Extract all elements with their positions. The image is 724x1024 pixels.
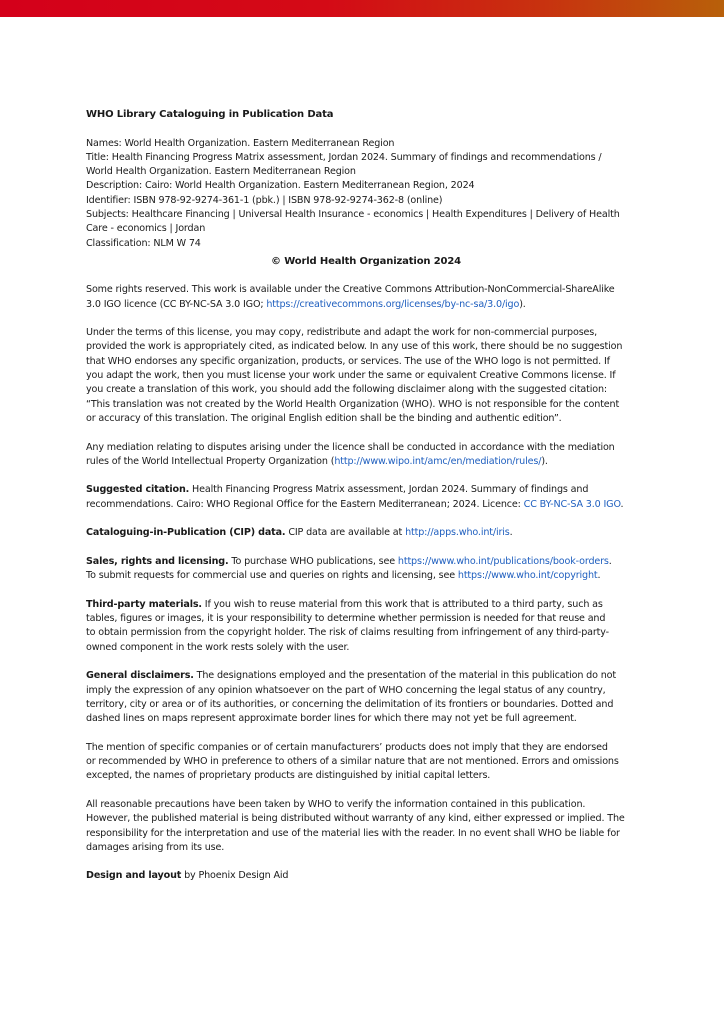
cip-data-line bbox=[86, 526, 646, 540]
citation-text-2: recommendations. Cairo: WHO Regional Office for the Eastern Mediterranean; 2024. Licence: bbox=[86, 498, 524, 510]
copyright-page bbox=[86, 108, 646, 884]
mediation-line2 bbox=[86, 455, 646, 469]
cip-data-label: Cataloguing-in-Publication (CIP) data. bbox=[86, 527, 286, 539]
third-party-line: to obtain permission from the copyright holder. The risk of claims resulting from infringement of any third-party- bbox=[86, 627, 609, 639]
third-party-text: If you wish to reuse material from this work that is attributed to a third party, such as bbox=[201, 598, 603, 610]
third-party-label: Third-party materials. bbox=[86, 598, 202, 610]
citation-line1 bbox=[86, 483, 646, 497]
cip-description: Description: Cairo: World Health Organization. Eastern Mediterranean Region, 2024 bbox=[86, 180, 475, 192]
cip-title-line2: World Health Organization. Eastern Mediterranean Region bbox=[86, 166, 356, 178]
citation-license-link[interactable]: CC BY-NC-SA 3.0 IGO bbox=[523, 498, 621, 510]
mediation-line1: Any mediation relating to disputes arising under the licence shall be conducted in accordance with the mediation bbox=[86, 441, 615, 453]
mediation-text: rules of the World Intellectual Property Organization ( bbox=[86, 455, 335, 467]
top-accent-bar bbox=[0, 0, 724, 17]
companies-line: The mention of specific companies or of certain manufacturers’ products does not imply that they are endorsed bbox=[86, 741, 608, 753]
cip-subjects-line2: Care - economics | Jordan bbox=[86, 223, 206, 235]
citation-label: Suggested citation. bbox=[86, 484, 190, 496]
sales-text-end: . bbox=[608, 555, 612, 567]
copyright-notice: © World Health Organization 2024 bbox=[271, 255, 461, 267]
disclaimers-line1 bbox=[86, 669, 646, 683]
disclaimers-label: General disclaimers. bbox=[86, 670, 194, 682]
terms-line: you create a translation of this work, you should add the following disclaimer along with the suggested citation: bbox=[86, 384, 608, 396]
cip-heading: WHO Library Cataloguing in Publication Data bbox=[86, 109, 334, 120]
precautions-line: All reasonable precautions have been taken by WHO to verify the information contained in this publication. bbox=[86, 798, 586, 810]
terms-line: Under the terms of this license, you may copy, redistribute and adapt the work for non-commercial purposes, bbox=[86, 327, 598, 339]
precautions-line: damages arising from its use. bbox=[86, 841, 225, 853]
rights-line2 bbox=[86, 298, 646, 312]
cip-data-text: CIP data are available at bbox=[285, 527, 406, 539]
wipo-link[interactable]: http://www.wipo.int/amc/en/mediation/rules/ bbox=[334, 455, 542, 467]
terms-line: “This translation was not created by the World Health Organization (WHO). WHO is not responsible for the content bbox=[86, 398, 620, 410]
mediation-text-end: ). bbox=[541, 455, 548, 467]
third-party-line1 bbox=[86, 598, 646, 612]
cip-data-end: . bbox=[509, 527, 513, 539]
sales-label: Sales, rights and licensing. bbox=[86, 555, 229, 567]
rights-text: 3.0 IGO licence (CC BY-NC-SA 3.0 IGO; bbox=[86, 298, 267, 310]
citation-text: Health Financing Progress Matrix assessment, Jordan 2024. Summary of findings and bbox=[189, 484, 589, 496]
terms-line: provided the work is appropriately cited, as indicated below. In any use of this work, there should be no suggestion bbox=[86, 341, 623, 353]
cip-classification: Classification: NLM W 74 bbox=[86, 237, 201, 249]
rights-text-end: ). bbox=[519, 298, 526, 310]
cip-title-line1: Title: Health Financing Progress Matrix assessment, Jordan 2024. Summary of findings and recommendations / bbox=[86, 151, 602, 163]
design-line bbox=[86, 869, 646, 883]
iris-link[interactable]: http://apps.who.int/iris bbox=[405, 527, 510, 539]
companies-line: excepted, the names of proprietary products are distinguished by initial capital letters. bbox=[86, 770, 491, 782]
third-party-line: tables, figures or images, it is your responsibility to determine whether permission is needed for that reuse and bbox=[86, 613, 606, 625]
precautions-line: However, the published material is being distributed without warranty of any kind, either expressed or implied. The bbox=[86, 813, 625, 825]
rights-line1: Some rights reserved. This work is available under the Creative Commons Attribution-NonCommercial-ShareAlike bbox=[86, 284, 615, 296]
disclaimers-line: dashed lines on maps represent approximate border lines for which there may not yet be full agreement. bbox=[86, 713, 577, 725]
citation-text-end: . bbox=[620, 498, 624, 510]
terms-line: or accuracy of this translation. The original English edition shall be the binding and authentic edition”. bbox=[86, 412, 562, 424]
design-text: by Phoenix Design Aid bbox=[181, 870, 289, 882]
terms-line: you adapt the work, then you must license your work under the same or equivalent Creative Commons license. If bbox=[86, 370, 616, 382]
disclaimers-line: imply the expression of any opinion whatsoever on the part of WHO concerning the legal status of any country, bbox=[86, 684, 606, 696]
design-label: Design and layout bbox=[86, 870, 182, 882]
copyright-link[interactable]: https://www.who.int/copyright bbox=[457, 570, 598, 582]
precautions-line: responsibility for the interpretation and use of the material lies with the reader. In no event shall WHO be liable for bbox=[86, 827, 620, 839]
sales-line1 bbox=[86, 555, 646, 569]
sales-text-2: To submit requests for commercial use and queries on rights and licensing, see bbox=[86, 570, 458, 582]
sales-text: To purchase WHO publications, see bbox=[228, 555, 398, 567]
sales-line2 bbox=[86, 569, 646, 583]
disclaimers-line: territory, city or area or of its authorities, or concerning the delimitation of its frontiers or boundaries. Dotted and bbox=[86, 698, 614, 710]
citation-line2 bbox=[86, 498, 646, 512]
disclaimers-text: The designations employed and the presentation of the material in this publication do not bbox=[193, 670, 617, 682]
cip-names: Names: World Health Organization. Eastern Mediterranean Region bbox=[86, 137, 395, 149]
terms-line: that WHO endorses any specific organization, products, or services. The use of the WHO logo is not permitted. If bbox=[86, 355, 610, 367]
companies-line: or recommended by WHO in preference to others of a similar nature that are not mentioned. Errors and omissions bbox=[86, 756, 619, 768]
book-orders-link[interactable]: https://www.who.int/publications/book-orders bbox=[397, 555, 609, 567]
cip-subjects-line1: Subjects: Healthcare Financing | Universal Health Insurance - economics | Health Expenditures | Delivery of Health bbox=[86, 209, 620, 221]
cip-identifier: Identifier: ISBN 978-92-9274-361-1 (pbk.) | ISBN 978-92-9274-362-8 (online) bbox=[86, 194, 443, 206]
third-party-line: owned component in the work rests solely with the user. bbox=[86, 641, 350, 653]
sales-text-2-end: . bbox=[597, 570, 601, 582]
cc-license-link[interactable]: https://creativecommons.org/licenses/by-nc-sa/3.0/igo bbox=[266, 298, 520, 310]
